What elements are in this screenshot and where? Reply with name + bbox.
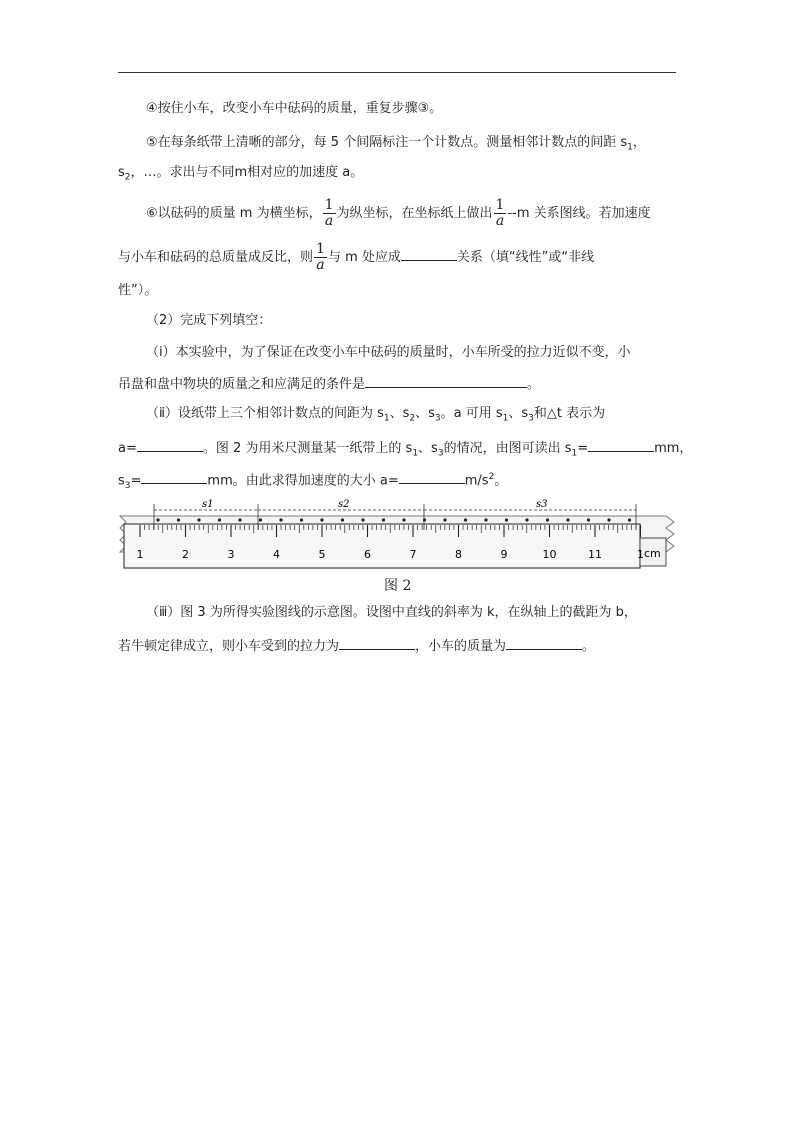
ruler-label: 10 <box>542 548 557 561</box>
answer-blank[interactable] <box>401 246 457 261</box>
ruler-label: 7 <box>409 548 417 561</box>
step-5-text: ⑤在每条纸带上清晰的部分，每 5 个间隔标注一个计数点。测量相邻计数点的间距 s <box>146 135 628 150</box>
part-ii-line-3 <box>118 468 507 495</box>
part-ii-text: 。图 2 为用米尺测量某一纸带上的 s <box>202 441 413 456</box>
answer-blank[interactable] <box>141 469 207 484</box>
superscript: 2 <box>488 472 495 482</box>
punct: 。 <box>582 639 596 654</box>
subscript: 1 <box>627 142 633 153</box>
tape-dot <box>259 518 262 521</box>
s1-label: s1 <box>202 499 214 510</box>
step-6-text: 为纵坐标，在坐标纸上做出 <box>336 206 493 221</box>
tape-dot <box>197 518 200 521</box>
tape-dot <box>587 518 590 521</box>
part-ii-text: 的情况，由图可读出 s <box>443 441 572 456</box>
ruler-label: 1 <box>136 548 144 561</box>
step-6-text: 关系（填“线性”或“非线 <box>456 250 595 265</box>
step-5-line-2 <box>118 164 363 187</box>
section-2-heading: （2）完成下列填空： <box>146 313 272 328</box>
part-ii-text: = <box>577 441 589 456</box>
numerator: 1 <box>316 241 325 257</box>
part-ii-text: 、s <box>508 406 529 421</box>
step-5-text: s <box>118 165 125 180</box>
part-iii-text: ，小车的质量为 <box>415 639 507 654</box>
part-ii-line-1 <box>146 405 605 428</box>
tape-dot <box>300 518 303 521</box>
tape-dot <box>628 518 631 521</box>
step-6-line-1 <box>146 198 651 229</box>
part-ii-text: s <box>118 473 125 489</box>
subscript: 1 <box>383 413 390 424</box>
tape-dot <box>238 518 241 521</box>
step-6-text: ⑥以砝码的质量 m 为横坐标， <box>146 206 322 221</box>
figure-caption: 图 2 <box>384 578 412 594</box>
s3-label: s3 <box>536 499 548 510</box>
step-6-text: 与 m 处应成 <box>327 250 401 265</box>
ruler-label: 4 <box>273 548 280 561</box>
answer-blank[interactable] <box>339 635 415 650</box>
step-4-text: ④按住小车，改变小车中砝码的质量，重复步骤③。 <box>146 101 443 116</box>
answer-blank[interactable] <box>506 635 582 650</box>
tape-dot <box>443 518 446 521</box>
header-rule <box>118 72 676 73</box>
part-ii-text: mm， <box>654 441 693 456</box>
punct: ， <box>632 135 646 150</box>
punct: 。 <box>527 377 541 392</box>
part-iii-line-1: （ⅲ）图 3 为所得实验图线的示意图。设图中直线的斜率为 k，在纵轴上的截距为 b， <box>146 605 637 620</box>
part-ii-text: 和△t 表示为 <box>533 406 606 421</box>
subscript: 2 <box>409 413 416 424</box>
part-i-line-1: （ⅰ）本实验中，为了保证在改变小车中砝码的质量时，小车所受的拉力近似不变，小 <box>146 345 631 360</box>
tape-dot <box>546 518 549 521</box>
ruler-label: 6 <box>364 548 371 561</box>
ruler-label: 11 <box>588 548 602 561</box>
tape-dot <box>484 518 487 521</box>
part-i-line-2 <box>118 373 540 394</box>
part-ii-text: （ⅱ）设纸带上三个相邻计数点的间距为 s <box>146 406 384 421</box>
subscript: 1 <box>412 448 419 459</box>
subscript: 3 <box>124 480 131 491</box>
fraction-1-over-a <box>494 198 507 229</box>
tape-dot <box>361 518 364 521</box>
numerator: 1 <box>324 197 334 213</box>
subscript: 3 <box>437 448 444 459</box>
tape-dot <box>505 518 508 521</box>
step-6-text: --m 关系图线。若加速度 <box>507 206 651 221</box>
ruler-label: 9 <box>500 548 508 561</box>
subscript: 3 <box>434 413 441 424</box>
denominator: a <box>316 257 325 273</box>
denominator: a <box>324 213 334 229</box>
fraction-1-over-a <box>314 242 327 273</box>
tape-dot <box>402 518 405 521</box>
answer-blank[interactable] <box>137 437 203 452</box>
answer-blank[interactable] <box>365 373 527 388</box>
numerator: 1 <box>495 197 505 213</box>
subscript: 2 <box>124 172 131 183</box>
ruler-figure <box>118 496 676 572</box>
ruler-body <box>124 524 640 568</box>
step-6-text: 与小车和砝码的总质量成反比，则 <box>118 250 314 265</box>
part-ii-text: a= <box>118 441 137 456</box>
tape-dot <box>320 518 323 521</box>
tape-dot <box>423 518 426 521</box>
step-5-line-1 <box>146 134 646 157</box>
step-6-line-3: 性”）。 <box>118 283 158 298</box>
ruler-label: 2 <box>182 548 189 561</box>
tape-dot <box>525 518 528 521</box>
tape-dot <box>382 518 385 521</box>
part-iii-line-2 <box>118 635 595 656</box>
part-i-text: 吊盘和盘中物块的质量之和应满足的条件是 <box>118 377 366 392</box>
part-ii-text: 、s <box>418 441 438 456</box>
subscript: 3 <box>528 413 534 424</box>
part-ii-text: 、s <box>415 406 435 421</box>
step-6-line-2 <box>118 242 594 273</box>
tape-dot <box>464 518 467 521</box>
subscript: 1 <box>571 448 578 459</box>
ruler-label: 8 <box>455 548 462 561</box>
unit-label: cm <box>644 547 661 560</box>
tape-dot <box>341 518 344 521</box>
ruler-svg <box>118 496 676 572</box>
ruler-label: 3 <box>227 548 235 561</box>
punct: 。 <box>494 473 508 489</box>
s2-label: s2 <box>338 499 350 510</box>
answer-blank[interactable] <box>588 437 654 452</box>
fraction-1-over-a <box>323 198 336 229</box>
tape-dot <box>607 518 610 521</box>
part-iii-text: 若牛顿定律成立，则小车受到的拉力为 <box>118 639 340 654</box>
step-5-text: ，…。求出与不同m相对应的加速度 a。 <box>130 165 364 180</box>
tape-dot <box>156 518 159 521</box>
ruler-label: 5 <box>318 548 326 561</box>
answer-blank[interactable] <box>399 469 465 484</box>
tape-dot <box>177 518 180 521</box>
denominator: a <box>495 213 505 229</box>
part-ii-text: = <box>130 473 142 489</box>
part-ii-text: m/s <box>464 473 489 489</box>
part-ii-line-2 <box>118 437 692 463</box>
tape-dot <box>279 518 282 521</box>
part-ii-text: 。a 可用 s <box>440 406 503 421</box>
tape-dot <box>218 518 221 521</box>
subscript: 1 <box>502 413 509 424</box>
part-ii-text: mm。由此求得加速度的大小 a= <box>207 473 399 489</box>
tape-dot <box>566 518 569 521</box>
part-ii-text: 、s <box>389 406 410 421</box>
ruler-label: 1 <box>637 548 644 561</box>
